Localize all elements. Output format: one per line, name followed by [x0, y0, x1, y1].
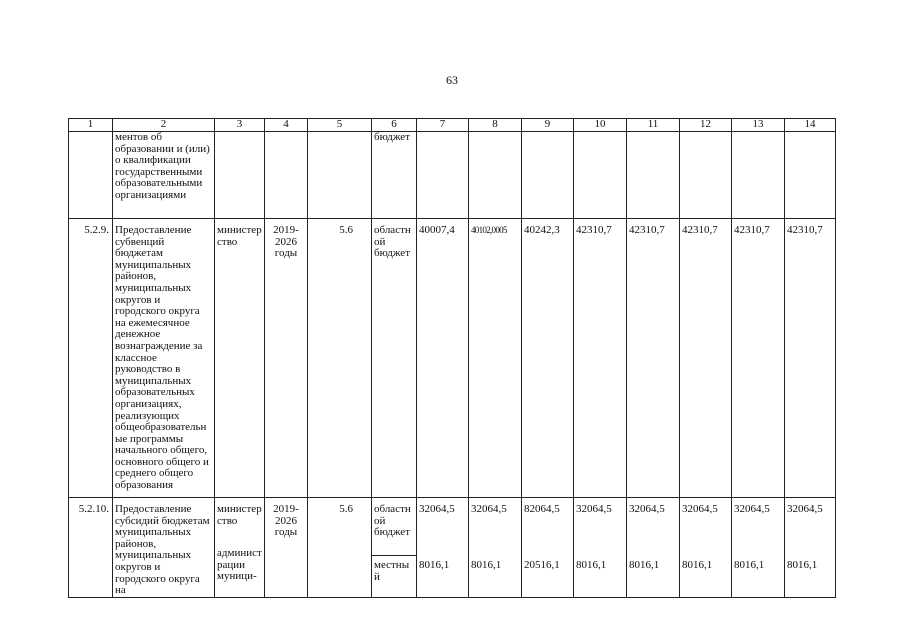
- value-cell: 42310,7: [627, 219, 680, 498]
- value-regional: 32064,5: [629, 503, 665, 515]
- funding-source-regional: областной бюджет: [372, 498, 416, 556]
- value-local: 8016,1: [682, 559, 713, 571]
- page-number: 63: [446, 73, 458, 87]
- funding-source-local: местный: [374, 559, 410, 583]
- funding-source: бюджет: [372, 132, 417, 219]
- header-cell: 9: [522, 119, 574, 132]
- value-regional: 32064,5: [471, 503, 507, 515]
- header-cell: 6: [372, 119, 417, 132]
- header-cell: 2: [113, 119, 215, 132]
- period: [265, 132, 308, 219]
- indicator-ref: 5.6: [308, 219, 372, 498]
- executor: [215, 498, 265, 598]
- header-cell: 8: [469, 119, 522, 132]
- row-number: [69, 132, 113, 219]
- header-cell: 1: [69, 119, 113, 132]
- value-cell: [522, 132, 574, 219]
- value-cell: 42310,7: [574, 219, 627, 498]
- executor: [215, 132, 265, 219]
- row-number: 5.2.10.: [69, 498, 113, 598]
- header-cell: 7: [417, 119, 469, 132]
- value-cell: [417, 498, 469, 598]
- value-local: 8016,1: [576, 559, 607, 571]
- value-cell: [574, 132, 627, 219]
- header-cell: 3: [215, 119, 265, 132]
- value-cell: 40102,0005: [469, 219, 522, 498]
- value-cell: [469, 498, 522, 598]
- program-table: [68, 118, 836, 598]
- value-local: 8016,1: [734, 559, 765, 571]
- value-cell: [627, 132, 680, 219]
- funding-source: [372, 498, 417, 598]
- executor: министерство: [215, 219, 265, 498]
- executor-secondary: администрации муници-: [217, 547, 262, 583]
- measure-name: Предоставление субвенций бюджетам муниципальных районов, муниципальных округов и городского округа на ежемесячное денежное вознаграждение за классное руководство в муниципальных образовательных организациях, реализующих общеобразовательные программы начального общего, основного общего и среднего общего образования: [113, 219, 215, 498]
- header-cell: 5: [308, 119, 372, 132]
- header-cell: 14: [785, 119, 836, 132]
- header-cell: 4: [265, 119, 308, 132]
- value-cell: [732, 498, 785, 598]
- period: 2019-2026 годы: [265, 219, 308, 498]
- header-cell: 13: [732, 119, 785, 132]
- value-cell: 40007,4: [417, 219, 469, 498]
- value-cell: [680, 132, 732, 219]
- value-cell: [680, 498, 732, 598]
- value-regional: 32064,5: [419, 503, 455, 515]
- measure-name: ментов об образовании и (или) о квалификации государственными образовательными организациями: [113, 132, 215, 219]
- value-local: 20516,1: [524, 559, 560, 571]
- value-local: 8016,1: [419, 559, 450, 571]
- value-regional: 82064,5: [524, 503, 560, 515]
- value-cell: 42310,7: [680, 219, 732, 498]
- value-regional: 32064,5: [576, 503, 612, 515]
- measure-name: Предоставление субсидий бюджетам муниципальных районов, муниципальных округов и городского округа на: [113, 498, 215, 598]
- value-local: 8016,1: [471, 559, 502, 571]
- value-cell: [522, 498, 574, 598]
- executor-primary: министерство: [217, 503, 262, 527]
- value-cell: [469, 132, 522, 219]
- value-regional: 32064,5: [734, 503, 770, 515]
- value-local: 8016,1: [629, 559, 660, 571]
- header-cell: 11: [627, 119, 680, 132]
- value-cell: [732, 132, 785, 219]
- indicator-ref: [308, 132, 372, 219]
- header-cell: 10: [574, 119, 627, 132]
- value-cell: [785, 132, 836, 219]
- value-regional: 32064,5: [787, 503, 823, 515]
- table-row: [69, 219, 836, 498]
- value-cell: 40242,3: [522, 219, 574, 498]
- value-cell: [785, 498, 836, 598]
- table-row: [69, 498, 836, 598]
- value-local: 8016,1: [787, 559, 818, 571]
- value-cell: 42310,7: [785, 219, 836, 498]
- indicator-ref: 5.6: [308, 498, 372, 598]
- value-cell: 42310,7: [732, 219, 785, 498]
- value-cell: [627, 498, 680, 598]
- period: 2019-2026 годы: [265, 498, 308, 598]
- value-cell: [417, 132, 469, 219]
- header-row: [69, 119, 836, 132]
- table-row: [69, 132, 836, 219]
- header-cell: 12: [680, 119, 732, 132]
- funding-source: областной бюджет: [372, 219, 417, 498]
- value-regional: 32064,5: [682, 503, 718, 515]
- value-cell: [574, 498, 627, 598]
- row-number: 5.2.9.: [69, 219, 113, 498]
